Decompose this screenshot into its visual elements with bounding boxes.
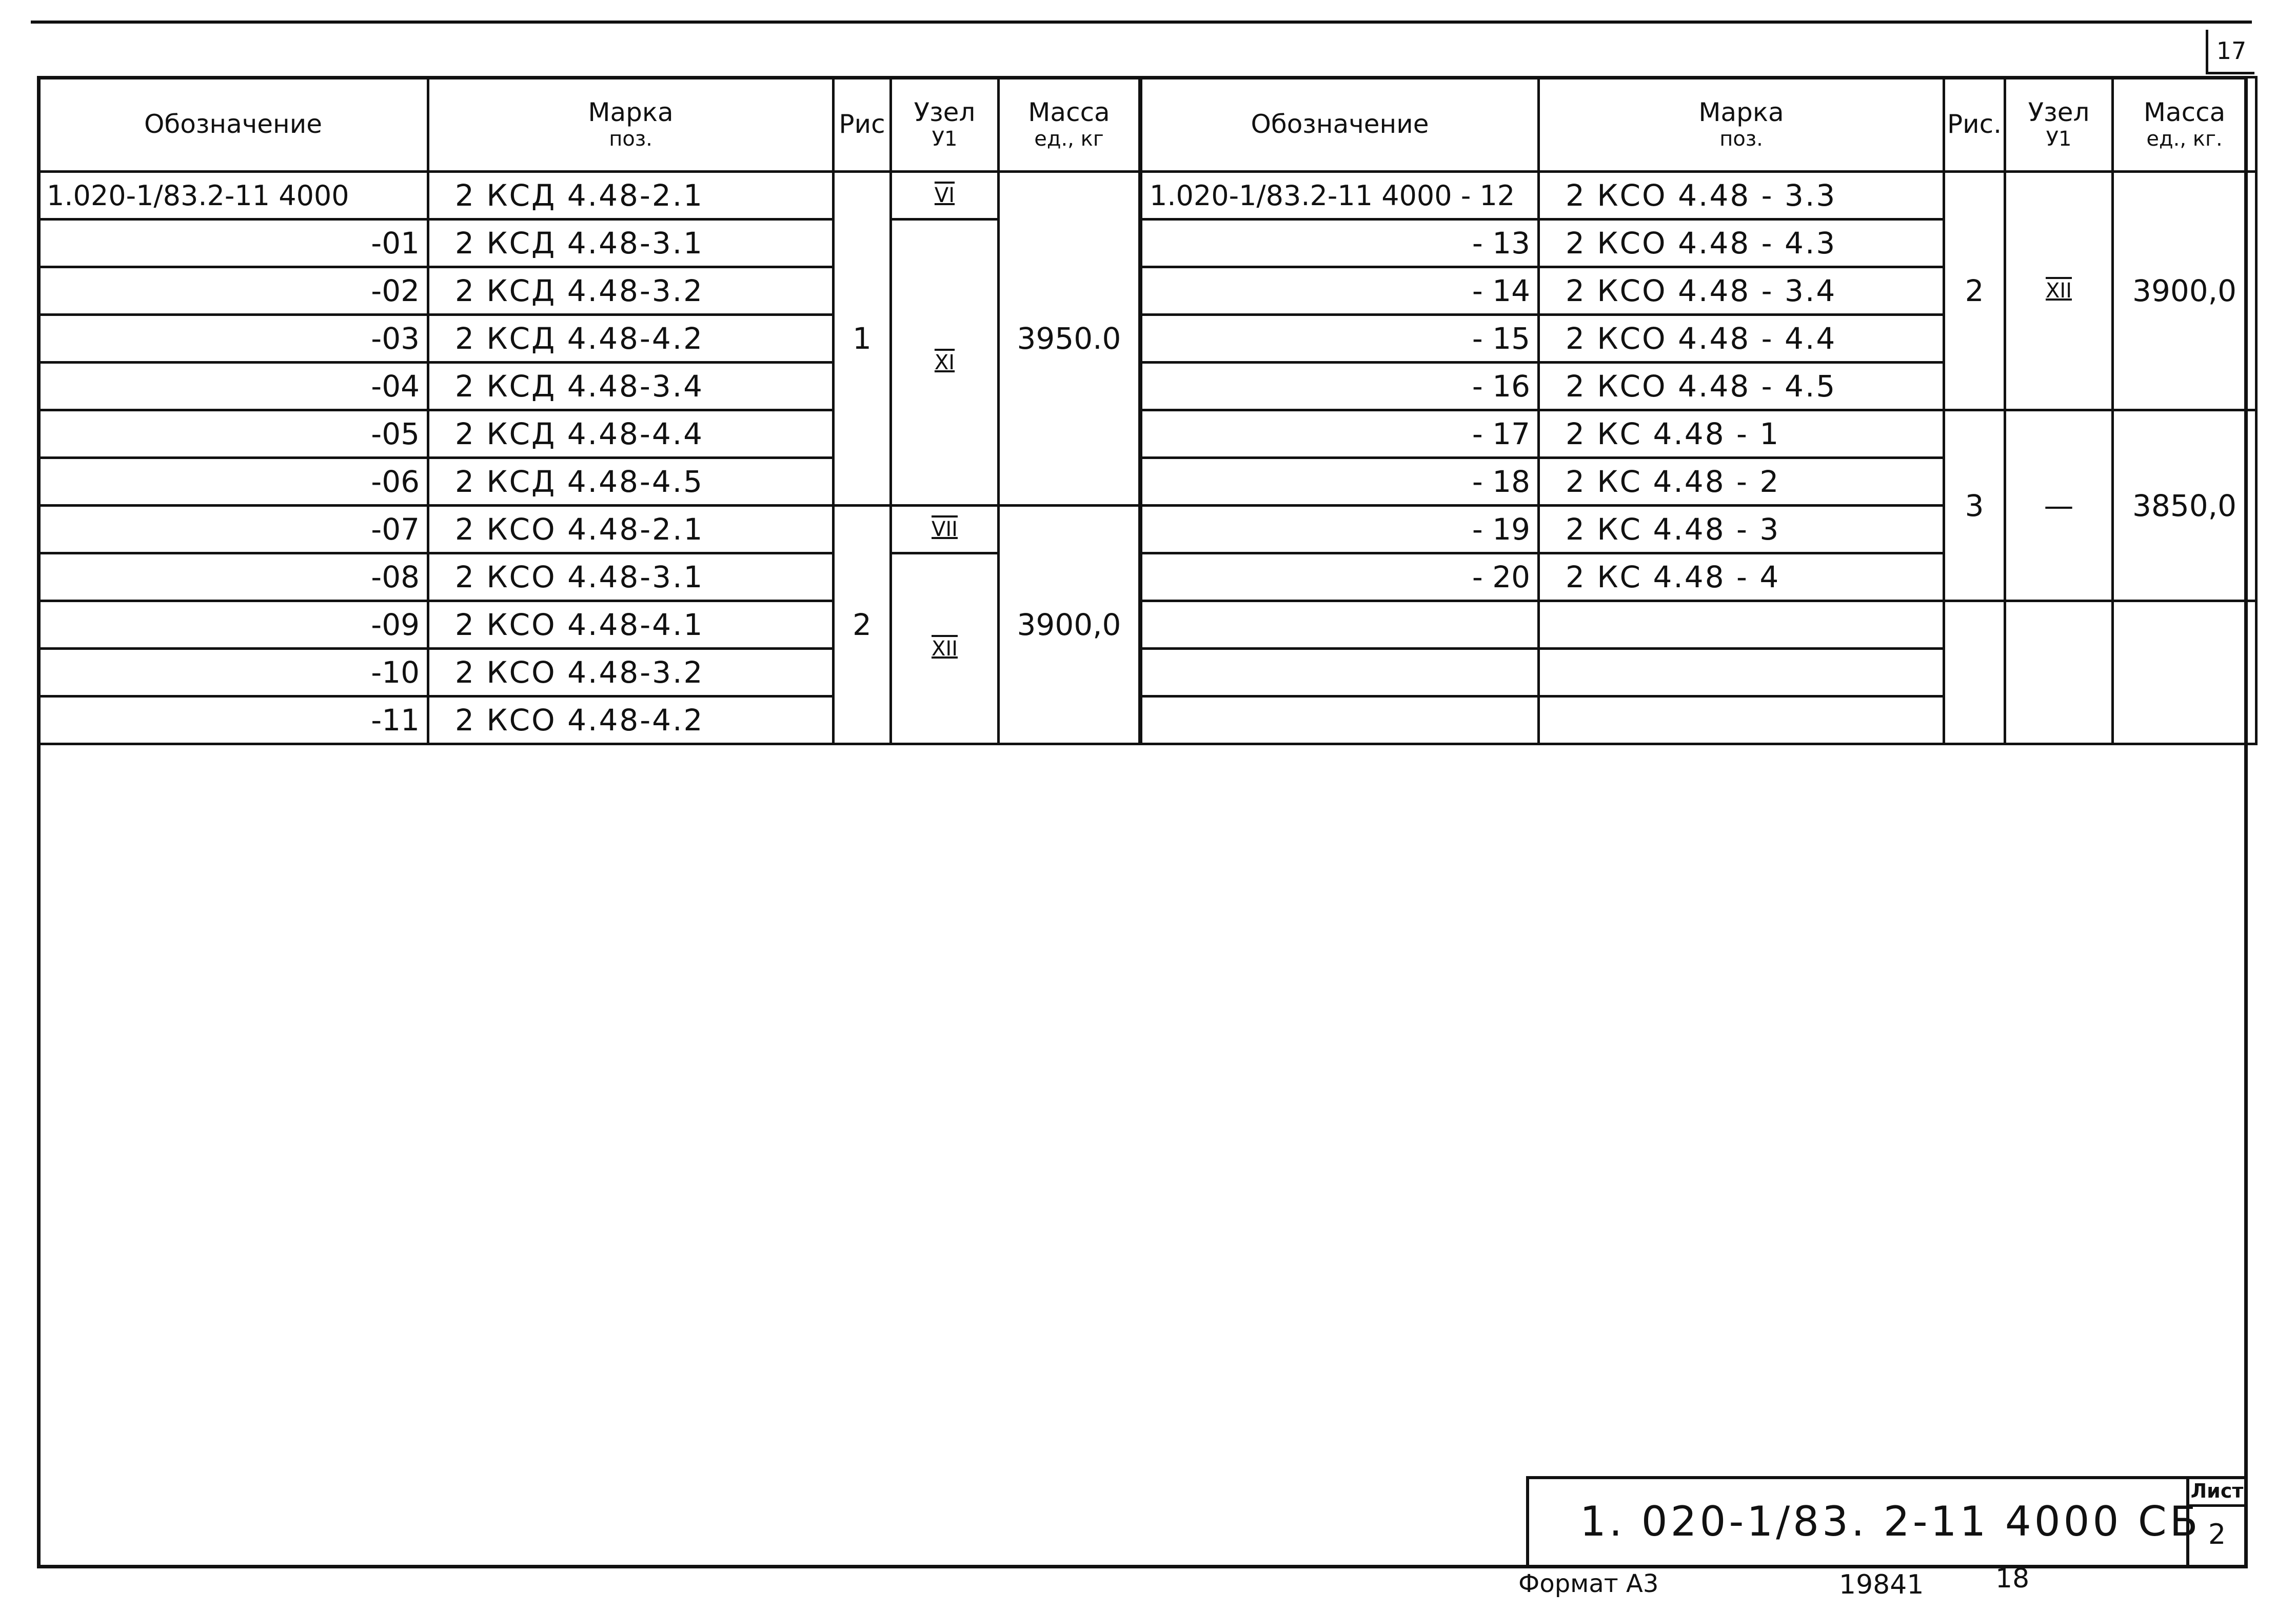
- header-designation: Обозначение: [1141, 77, 1539, 172]
- table-row-mark: 2 КСО 4.48-3.2: [428, 649, 834, 696]
- mass-cell: 3900,0: [2113, 172, 2257, 410]
- document-code: 1. 020-1/83. 2-11 4000 СБ: [1580, 1498, 2201, 1545]
- mass-cell: 3900,0: [999, 506, 1140, 744]
- table-row-mark: 2 КСО 4.48 - 3.4: [1539, 267, 1944, 315]
- table-row-mark: 2 КСО 4.48 - 4.5: [1539, 363, 1944, 410]
- table-row-mark: 2 КСО 4.48 - 4.4: [1539, 315, 1944, 363]
- table-row-designation: -01: [38, 220, 428, 267]
- table-row-designation: -07: [38, 506, 428, 553]
- table-row-mark: 2 КСО 4.48 - 3.3: [1539, 172, 1944, 220]
- header-fig: Рис.: [1944, 77, 2005, 172]
- fig-cell: 1: [834, 172, 891, 506]
- table-row-mark: 2 КС 4.48 - 1: [1539, 410, 1944, 458]
- table-row-designation: -10: [38, 649, 428, 696]
- table-row-mark: 2 КСО 4.48-2.1: [428, 506, 834, 553]
- table-row-designation: -03: [38, 315, 428, 363]
- node-cell: XII: [2005, 172, 2113, 410]
- header-mark: Марка поз.: [428, 77, 834, 172]
- top-rule: [31, 21, 2252, 24]
- table-row-mark: 2 КСД 4.48-3.1: [428, 220, 834, 267]
- node-cell: XI: [891, 220, 999, 506]
- table-row-designation: - 17: [1141, 410, 1539, 458]
- mass-cell: 3950.0: [999, 172, 1140, 506]
- inventory-number: 19841: [1839, 1569, 1924, 1600]
- spec-table-left: [37, 76, 1141, 745]
- node-cell: XII: [891, 553, 999, 744]
- table-row-designation: -11: [38, 696, 428, 744]
- header-mass: Масса ед., кг: [999, 77, 1140, 172]
- table-row-mark: 2 КСО 4.48-4.1: [428, 601, 834, 649]
- fig-cell: 2: [834, 506, 891, 744]
- table-row-mark: 2 КСД 4.48-3.4: [428, 363, 834, 410]
- table-row-designation: - 20: [1141, 553, 1539, 601]
- table-row-mark: 2 КСД 4.48-3.2: [428, 267, 834, 315]
- table-row-designation: -08: [38, 553, 428, 601]
- node-cell: VI: [891, 172, 999, 220]
- table-row-mark: 2 КС 4.48 - 4: [1539, 553, 1944, 601]
- table-row-designation: -06: [38, 458, 428, 506]
- mass-cell: 3850,0: [2113, 410, 2257, 601]
- empty-cell: [2113, 601, 2257, 744]
- header-mark: Марка поз.: [1539, 77, 1944, 172]
- empty-cell: [1539, 696, 1944, 744]
- table-row-designation: -05: [38, 410, 428, 458]
- empty-cell: [1944, 601, 2005, 744]
- table-row-designation: -09: [38, 601, 428, 649]
- empty-cell: [1539, 601, 1944, 649]
- table-row-designation: -02: [38, 267, 428, 315]
- table-row-designation: - 16: [1141, 363, 1539, 410]
- table-row-mark: 2 КСД 4.48-4.5: [428, 458, 834, 506]
- header-designation: Обозначение: [38, 77, 428, 172]
- table-row-designation: 1.020-1/83.2-11 4000: [38, 172, 428, 220]
- table-row-designation: - 14: [1141, 267, 1539, 315]
- table-row-mark: 2 КСО 4.48-4.2: [428, 696, 834, 744]
- header-node: Узел У1: [2005, 77, 2113, 172]
- table-row-mark: 2 КСО 4.48-3.1: [428, 553, 834, 601]
- empty-cell: [1141, 649, 1539, 696]
- fig-cell: 3: [1944, 410, 2005, 601]
- table-row-designation: - 19: [1141, 506, 1539, 553]
- table-row-designation: - 15: [1141, 315, 1539, 363]
- table-row-mark: 2 КСО 4.48 - 4.3: [1539, 220, 1944, 267]
- node-cell: —: [2005, 410, 2113, 601]
- table-row-mark: 2 КСД 4.48-2.1: [428, 172, 834, 220]
- table-row-mark: 2 КС 4.48 - 3: [1539, 506, 1944, 553]
- table-row-designation: -04: [38, 363, 428, 410]
- table-row-designation: 1.020-1/83.2-11 4000 - 12: [1141, 172, 1539, 220]
- sheet-label: Лист: [2186, 1480, 2248, 1507]
- fig-cell: 2: [1944, 172, 2005, 410]
- empty-cell: [1141, 601, 1539, 649]
- page-number: 17: [2206, 30, 2254, 74]
- table-row-mark: 2 КС 4.48 - 2: [1539, 458, 1944, 506]
- header-mass: Масса ед., кг.: [2113, 77, 2257, 172]
- empty-cell: [1539, 649, 1944, 696]
- spec-table-right: [1140, 76, 2258, 745]
- header-node: Узел У1: [891, 77, 999, 172]
- format-label: Формат А3: [1518, 1569, 1659, 1598]
- table-row-designation: - 18: [1141, 458, 1539, 506]
- table-row-designation: - 13: [1141, 220, 1539, 267]
- empty-cell: [1141, 696, 1539, 744]
- sheet-number: 2: [2208, 1518, 2226, 1550]
- table-row-mark: 2 КСД 4.48-4.2: [428, 315, 834, 363]
- header-fig: Рис: [834, 77, 891, 172]
- empty-cell: [2005, 601, 2113, 744]
- copy-number: 18: [1995, 1563, 2030, 1594]
- node-cell: VII: [891, 506, 999, 553]
- table-row-mark: 2 КСД 4.48-4.4: [428, 410, 834, 458]
